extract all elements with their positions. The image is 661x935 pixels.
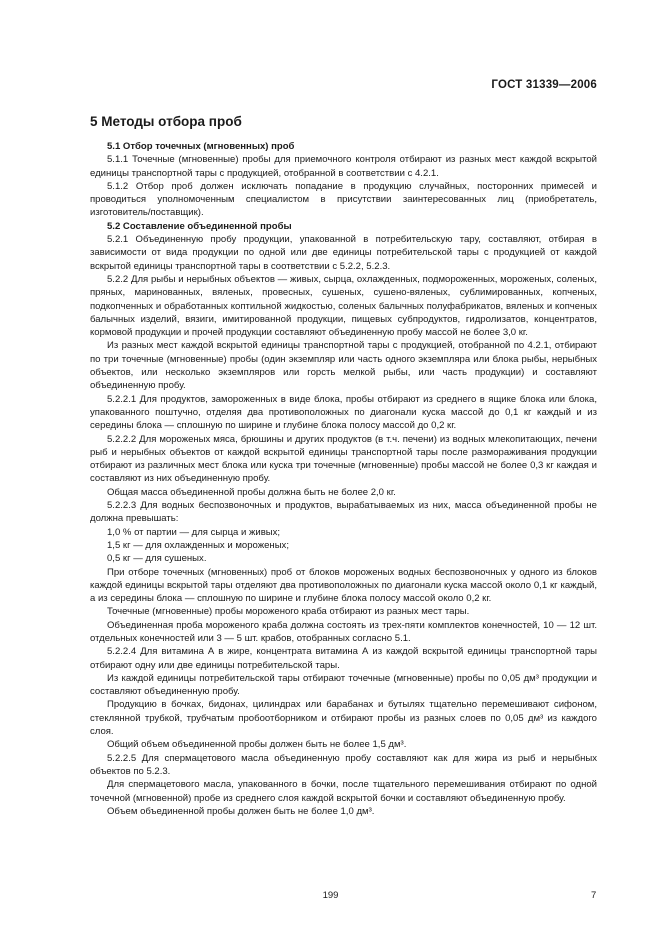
section-title: 5 Методы отбора проб xyxy=(90,114,242,129)
paragraph: 1,0 % от партии — для сырца и живых; xyxy=(107,526,281,538)
paragraph: Из каждой единицы потребительской тары отбирают точечные (мгновенные) пробы по 0,05 дм³ продукции и составляют объединенную пробу. xyxy=(90,672,597,698)
standard-designation: ГОСТ 31339—2006 xyxy=(491,79,597,91)
paragraph: 5.2.2.2 Для мороженых мяса, брюшины и других продуктов (в т.ч. печени) из водных млекопитающих, печени рыб и нерыбных объектов от каждой вскрытой единицы транспортной тары после размораживания продукции отбирают из различных мест блока или куска три точечные (мгновенные) пробы массой не более 0,3 кг каждая и составляют из них объединенную пробу. xyxy=(90,433,597,485)
paragraph: 0,5 кг — для сушеных. xyxy=(107,553,207,565)
paragraph: 5.2.2 Для рыбы и нерыбных объектов — живых, сырца, охлажденных, подмороженных, мороженых, соленых, пряных, маринованных, вяленых, провесных, сушеных, сушено-вяленых, сублимированных, копченых, подкопченных и обработанных коптильной жидкостью, соленых балычных полуфабрикатов, вяленых и копченых балычных изделий, вязиги, имитированной продукции, пищевых субпродуктов, гидролизатов, концентратов, кормовой продукции и прочей продукции составляют объединенную пробу массой не более 3,0 кг. xyxy=(90,273,597,339)
paragraph: Точечные (мгновенные) пробы мороженого краба отбирают из разных мест тары. xyxy=(107,606,470,618)
paragraph: 5.1.2 Отбор проб должен исключать попадание в продукцию случайных, посторонних примесей и проводиться уполномоченным специалистом в присутствии заинтересованных лиц (приобретатель, изготовитель/поставщик). xyxy=(90,180,597,219)
subsection-heading: 5.2 Составление объединенной пробы xyxy=(107,220,292,232)
paragraph: Продукцию в бочках, бидонах, цилиндрах или барабанах и бутылях тщательно перемешивают сифоном, стеклянной трубкой, трубчатым пробоотборником и отбирают пробы из разных слоев по 0,05 дм³ из каждого слоя. xyxy=(90,699,597,738)
page-number: 7 xyxy=(591,890,597,901)
paragraph: При отборе точечных (мгновенных) проб от блоков мороженых водных беспозвоночных у одного из блоков каждой единицы вскрытой тары отделяют два противоположных по диагонали куска массой около 0,1 кг каждый, а из середины блока — сплошную по ширине и глубине блока полосу массой около 0,2 кг. xyxy=(90,566,597,605)
paragraph: Для спермацетового масла, упакованного в бочки, после тщательного перемешивания отбирают по одной точечной (мгновенной) пробе из среднего слоя каждой вскрытой бочки и составляют объединенную пробу. xyxy=(90,779,597,804)
paragraph: 5.2.2.5 Для спермацетового масла объединенную пробу составляют как для жира из рыб и нерыбных объектов по 5.2.3. xyxy=(90,752,597,777)
document-body xyxy=(90,140,597,818)
paragraph: 5.2.2.1 Для продуктов, замороженных в виде блока, пробы отбирают из среднего в ящике блока или блока, упакованного поштучно, отделяя два противоположных по диагонали куска массой до 0,1 кг каждый и из середины блока — сплошную по ширине и глубине блока полосу массой до 0,2 кг. xyxy=(90,393,597,432)
paragraph: 5.1.1 Точечные (мгновенные) пробы для приемочного контроля отбирают из разных мест каждой вскрытой единицы транспортной тары с продукцией, отобранной в соответствии с 4.2.1. xyxy=(90,154,597,179)
paragraph: 5.2.1 Объединенную пробу продукции, упакованной в потребительскую тару, составляют, отбирая в зависимости от вида продукции по одной или две единицы потребительской тары с продукцией от каждой вскрытой единицы транспортной тары в соответствии с 5.2.2, 5.2.3. xyxy=(90,234,597,272)
volume-page-number: 199 xyxy=(322,890,339,901)
subsection-heading: 5.1 Отбор точечных (мгновенных) проб xyxy=(107,141,295,152)
paragraph: Объем объединенной пробы должен быть не более 1,0 дм³. xyxy=(107,805,375,817)
paragraph: Общий объем объединенной пробы должен быть не более 1,5 дм³. xyxy=(107,739,407,751)
paragraph: 5.2.2.4 Для витамина А в жире, концентрата витамина А из каждой вскрытой единицы транспортной тары отбирают одну или две единицы потребительской тары. xyxy=(90,646,597,671)
paragraph: Объединенная проба мороженого краба должна состоять из трех-пяти комплектов конечностей, 10 — 12 шт. отдельных конечностей или 3 — 5 шт. крабов, отобранных согласно 5.1. xyxy=(90,619,597,644)
paragraph: Из разных мест каждой вскрытой единицы транспортной тары с продукцией, отобранной по 4.2.1, отбирают по три точечные (мгновенные) пробы (один экземпляр или часть одного экземпляра или блока рыбы, нерыбных объектов, или несколько экземпляров или горсть мелкой рыбы, или часть продукции) и составляют объединенную пробу. xyxy=(90,340,597,392)
paragraph: 5.2.2.3 Для водных беспозвоночных и продуктов, вырабатываемых из них, масса объединенной пробы не должна превышать: xyxy=(90,500,597,525)
paragraph: Общая масса объединенной пробы должна быть не более 2,0 кг. xyxy=(107,486,396,498)
paragraph: 1,5 кг — для охлажденных и мороженых; xyxy=(107,539,289,551)
